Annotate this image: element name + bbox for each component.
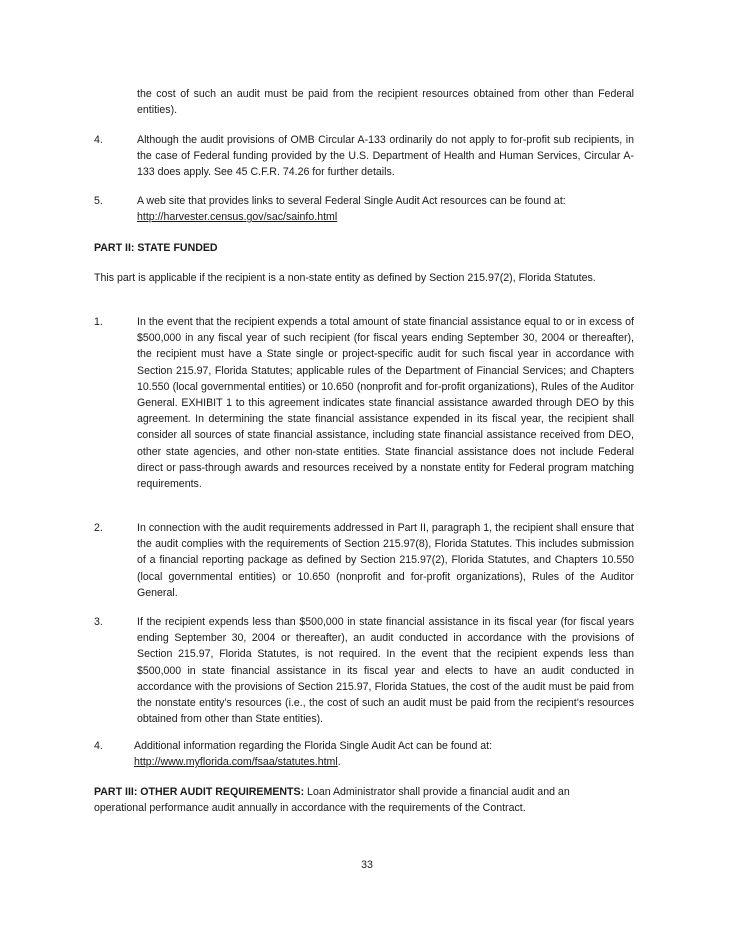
part1-item-5: 5. A web site that provides links to several Federal Single Audit Act resources can be found at: http://harvester.census.gov/sac/sainfo.html <box>94 195 566 224</box>
part2-item-1: 1. In the event that the recipient expends a total amount of state financial assistance equal to or in excess of $500,000 in any fiscal year of such recipient (for fiscal years ending September 30, 2004 or thereafter), the recipient must have a State single or project-specific audit for such fiscal year in accordance with Section 215.97, Florida Statutes; applicable rules of the Department of Financial Services; and Chapters 10.550 (local governmental entities) or 10.650 (nonprofit and for-profit organizations), Rules of the Auditor General. EXHIBIT 1 to this agreement indicates state financial assistance awarded through DEO by this agreement. In determining the state financial assistance expended in its fiscal year, the recipient shall consider all sources of state financial assistance, including state financial assistance received from DEO, other state agencies, and other non-state entities. State financial assistance does not include Federal direct or pass-through awards and resources received by a nonstate entity for Federal program matching requirements. <box>94 316 634 491</box>
fsaa-link[interactable]: http://www.myflorida.com/fsaa/statutes.html <box>134 756 338 769</box>
part1-item-4: 4. Although the audit provisions of OMB Circular A-133 ordinarily do not apply to for-profit sub recipients, in the case of Federal funding provided by the U.S. Department of Health and Human Services, Circular A-133 does apply. See 45 C.F.R. 74.26 for further details. <box>94 134 634 179</box>
part3-paragraph: PART III: OTHER AUDIT REQUIREMENTS: Loan Administrator shall provide a financial audit and an operational performance audit annually in accordance with the requirements of the Contract. <box>94 786 570 815</box>
part2-item-2: 2. In connection with the audit requirements addressed in Part II, paragraph 1, the recipient shall ensure that the audit complies with the requirements of Section 215.97(8), Florida Statutes. This includes submission of a financial reporting package as defined by Section 215.97(2), Florida Statutes, and Chapters 10.550 (local governmental entities) or 10.650 (nonprofit and for-profit organizations), Rules of the Auditor General. <box>94 522 634 599</box>
part1-continuation: the cost of such an audit must be paid from the recipient resources obtained from other than Federal entities). <box>137 88 634 117</box>
part2-heading: PART II: STATE FUNDED <box>94 242 218 254</box>
part2-item-3: 3. If the recipient expends less than $500,000 in state financial assistance in its fiscal year (for fiscal years ending September 30, 2004 or thereafter), an audit conducted in accordance with the provisions of Section 215.97, Florida Statutes, is not required. In the event that the recipient expends less than $500,000 in state financial assistance in its fiscal year and elects to have an audit conducted in accordance with the provisions of Section 215.97, Florida Statues, the cost of the audit must be paid from the nonstate entity’s resources (i.e., the cost of such an audit must be paid from the recipient’s resources obtained from other than State entities). <box>94 616 634 726</box>
part2-intro: This part is applicable if the recipient is a non-state entity as defined by Section 215.97(2), Florida Statutes. <box>94 272 596 284</box>
page-number: 33 <box>361 859 373 871</box>
census-link[interactable]: http://harvester.census.gov/sac/sainfo.html <box>137 211 338 224</box>
part3-heading: PART III: OTHER AUDIT REQUIREMENTS: <box>94 786 305 798</box>
part2-item-4: 4. Additional information regarding the Florida Single Audit Act can be found at: http://www.myflorida.com/fsaa/statutes.html. <box>94 740 493 769</box>
